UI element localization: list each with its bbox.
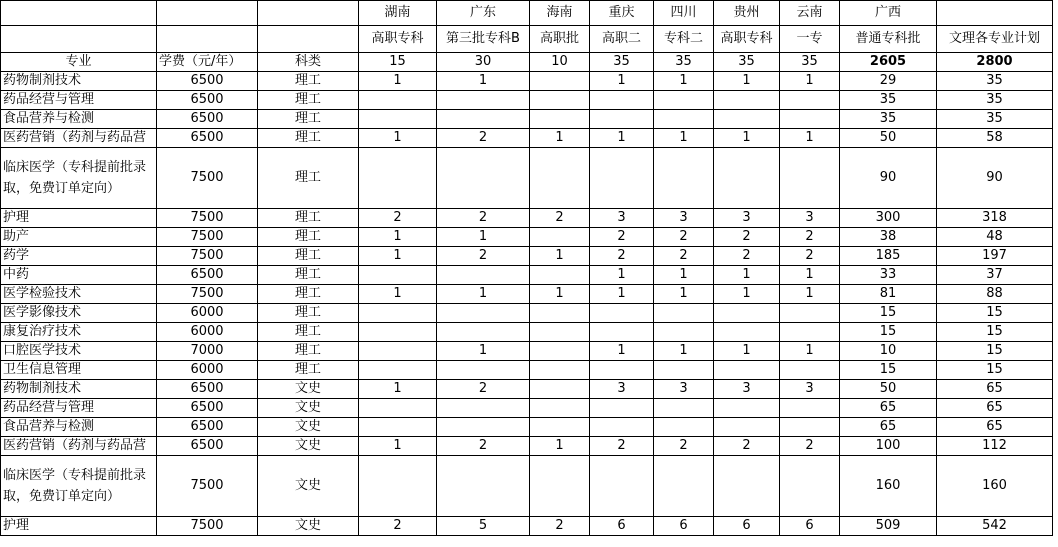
quota-cell [359,110,437,129]
quota-cell: 1 [780,129,840,148]
province-cell: 贵州 [714,1,780,26]
total-cell: 2800 [937,53,1053,72]
quota-cell [437,399,530,418]
quota-cell: 1 [714,129,780,148]
quota-cell [359,361,437,380]
batch-cell: 普通专科批 [840,26,937,53]
quota-cell: 2 [437,380,530,399]
fee-cell: 7500 [157,456,258,517]
quota-cell: 6 [780,517,840,536]
quota-cell: 1 [714,72,780,91]
quota-cell: 1 [590,72,654,91]
quota-cell [590,456,654,517]
quota-cell: 35 [937,72,1053,91]
quota-cell: 1 [714,266,780,285]
batch-cell: 高职专科 [359,26,437,53]
province-cell: 广西 [840,1,937,26]
quota-cell [437,91,530,110]
quota-cell [780,304,840,323]
category-cell: 理工 [258,323,359,342]
quota-cell [530,323,590,342]
category-cell: 理工 [258,342,359,361]
column-header-row [1,53,1053,72]
table-row [1,266,1053,285]
quota-cell: 1 [714,342,780,361]
table-row [1,456,1053,517]
quota-cell: 15 [937,304,1053,323]
batch-cell: 高职二 [590,26,654,53]
quota-cell [437,148,530,209]
quota-cell [530,361,590,380]
category-cell: 文史 [258,456,359,517]
category-cell: 理工 [258,110,359,129]
quota-cell: 1 [359,129,437,148]
major-cell: 食品营养与检测 [1,110,157,129]
table-row [1,129,1053,148]
batch-header-row [1,26,1053,53]
fee-cell: 6000 [157,323,258,342]
quota-cell: 1 [590,285,654,304]
quota-cell [359,323,437,342]
quota-cell: 65 [937,399,1053,418]
quota-cell [714,110,780,129]
quota-cell [654,110,714,129]
table-row [1,437,1053,456]
quota-cell: 37 [937,266,1053,285]
quota-cell: 65 [937,418,1053,437]
total-cell: 10 [530,53,590,72]
quota-cell: 3 [780,209,840,228]
quota-cell [654,361,714,380]
major-cell: 临床医学（专科提前批录取，免费订单定向） [1,148,157,209]
quota-cell: 2 [714,228,780,247]
fee-cell: 7500 [157,209,258,228]
quota-cell: 1 [654,342,714,361]
quota-cell [530,304,590,323]
quota-cell: 160 [840,456,937,517]
quota-cell [359,266,437,285]
quota-cell: 38 [840,228,937,247]
category-cell: 文史 [258,437,359,456]
major-cell: 护理 [1,517,157,536]
province-cell: 四川 [654,1,714,26]
quota-cell [530,72,590,91]
quota-cell [437,304,530,323]
province-header-row [1,1,1053,26]
quota-cell: 65 [937,380,1053,399]
quota-cell: 542 [937,517,1053,536]
fee-cell: 7500 [157,285,258,304]
fee-cell: 7000 [157,342,258,361]
quota-cell: 2 [530,209,590,228]
quota-cell [780,91,840,110]
major-cell: 医药营销（药剂与药品营 [1,437,157,456]
table-row [1,418,1053,437]
fee-cell: 6500 [157,399,258,418]
quota-cell [654,399,714,418]
quota-cell: 35 [840,110,937,129]
quota-cell: 6 [590,517,654,536]
major-cell: 药品经营与管理 [1,399,157,418]
category-cell: 理工 [258,209,359,228]
batch-cell: 专科二 [654,26,714,53]
quota-cell [437,418,530,437]
quota-cell: 1 [437,285,530,304]
quota-cell [530,418,590,437]
quota-cell [714,399,780,418]
category-cell: 文史 [258,380,359,399]
quota-cell [714,456,780,517]
quota-cell [530,91,590,110]
quota-cell: 6 [654,517,714,536]
table-row [1,323,1053,342]
quota-cell [530,456,590,517]
table-row [1,399,1053,418]
quota-cell: 1 [530,285,590,304]
table-row [1,110,1053,129]
quota-cell [780,148,840,209]
fee-cell: 6000 [157,361,258,380]
table-row [1,72,1053,91]
quota-cell [437,110,530,129]
quota-cell: 1 [654,285,714,304]
major-cell: 助产 [1,228,157,247]
category-cell: 文史 [258,418,359,437]
major-cell: 口腔医学技术 [1,342,157,361]
quota-cell [530,399,590,418]
quota-cell: 1 [780,72,840,91]
quota-cell: 1 [654,129,714,148]
quota-cell: 197 [937,247,1053,266]
province-cell [937,1,1053,26]
quota-cell: 2 [359,209,437,228]
total-cell: 15 [359,53,437,72]
fee-cell: 7500 [157,247,258,266]
category-cell: 理工 [258,361,359,380]
fee-cell: 6500 [157,266,258,285]
category-cell: 理工 [258,304,359,323]
quota-cell: 1 [359,285,437,304]
major-cell: 药品经营与管理 [1,91,157,110]
quota-cell: 1 [780,266,840,285]
quota-cell: 88 [937,285,1053,304]
quota-cell: 1 [780,342,840,361]
quota-cell [530,110,590,129]
table-row [1,517,1053,536]
quota-cell [654,91,714,110]
batch-cell: 文理各专业计划 [937,26,1053,53]
major-cell: 药物制剂技术 [1,72,157,91]
quota-cell: 2 [654,437,714,456]
quota-cell: 185 [840,247,937,266]
major-cell: 食品营养与检测 [1,418,157,437]
table-row [1,304,1053,323]
quota-cell: 1 [437,72,530,91]
batch-cell: 高职批 [530,26,590,53]
quota-cell: 1 [359,380,437,399]
quota-cell [359,304,437,323]
quota-cell: 1 [530,247,590,266]
province-cell: 广东 [437,1,530,26]
total-cell: 30 [437,53,530,72]
quota-cell: 3 [590,380,654,399]
quota-cell [590,91,654,110]
quota-cell: 15 [937,361,1053,380]
quota-cell [590,304,654,323]
category-cell: 理工 [258,285,359,304]
quota-cell: 50 [840,129,937,148]
quota-cell: 15 [840,323,937,342]
quota-cell [437,361,530,380]
category-cell: 理工 [258,129,359,148]
table-row [1,380,1053,399]
quota-cell: 300 [840,209,937,228]
quota-cell [714,91,780,110]
quota-cell [359,418,437,437]
quota-cell: 2 [654,247,714,266]
quota-cell [714,323,780,342]
quota-cell [654,323,714,342]
quota-cell [530,228,590,247]
fee-cell: 6500 [157,418,258,437]
quota-cell: 65 [840,399,937,418]
quota-cell: 1 [530,437,590,456]
quota-cell: 1 [437,342,530,361]
quota-cell: 15 [840,304,937,323]
empty-cell [258,1,359,26]
quota-cell [590,361,654,380]
quota-cell [714,361,780,380]
table-row [1,209,1053,228]
quota-cell: 3 [654,209,714,228]
category-cell: 文史 [258,517,359,536]
major-cell: 药物制剂技术 [1,380,157,399]
quota-cell: 3 [714,380,780,399]
quota-cell: 2 [714,247,780,266]
table-row [1,91,1053,110]
category-cell: 理工 [258,247,359,266]
total-cell: 35 [654,53,714,72]
quota-cell [780,110,840,129]
quota-cell: 3 [654,380,714,399]
table-row [1,228,1053,247]
quota-cell: 35 [937,91,1053,110]
major-cell: 药学 [1,247,157,266]
major-cell: 卫生信息管理 [1,361,157,380]
total-cell: 35 [714,53,780,72]
total-cell: 2605 [840,53,937,72]
category-cell: 理工 [258,72,359,91]
major-cell: 中药 [1,266,157,285]
quota-cell [714,148,780,209]
quota-cell: 50 [840,380,937,399]
quota-cell: 1 [359,228,437,247]
quota-cell: 1 [359,247,437,266]
quota-cell: 1 [437,228,530,247]
quota-cell: 2 [590,437,654,456]
quota-cell [590,110,654,129]
quota-cell: 1 [590,342,654,361]
major-cell: 护理 [1,209,157,228]
fee-header: 学费（元/年） [157,53,258,72]
quota-cell: 2 [654,228,714,247]
quota-cell: 33 [840,266,937,285]
empty-cell [157,1,258,26]
major-cell: 临床医学（专科提前批录取，免费订单定向） [1,456,157,517]
quota-cell: 6 [714,517,780,536]
province-cell: 云南 [780,1,840,26]
quota-cell: 2 [780,437,840,456]
quota-cell: 318 [937,209,1053,228]
quota-cell: 2 [780,247,840,266]
quota-cell [590,399,654,418]
quota-cell: 90 [937,148,1053,209]
major-cell: 医学影像技术 [1,304,157,323]
quota-cell [590,148,654,209]
fee-cell: 6500 [157,129,258,148]
category-header: 科类 [258,53,359,72]
quota-cell: 48 [937,228,1053,247]
quota-cell: 15 [937,323,1053,342]
quota-cell [359,342,437,361]
table-row [1,148,1053,209]
quota-cell [530,380,590,399]
quota-cell [780,399,840,418]
table-row [1,247,1053,266]
major-header: 专业 [1,53,157,72]
quota-cell: 2 [590,247,654,266]
table-row [1,361,1053,380]
quota-cell [714,304,780,323]
empty-cell [258,26,359,53]
empty-cell [1,1,157,26]
quota-cell [359,148,437,209]
quota-cell: 65 [840,418,937,437]
major-cell: 康复治疗技术 [1,323,157,342]
batch-cell: 高职专科 [714,26,780,53]
category-cell: 理工 [258,148,359,209]
quota-cell [590,418,654,437]
quota-cell: 100 [840,437,937,456]
category-cell: 理工 [258,228,359,247]
empty-cell [157,26,258,53]
quota-cell: 1 [590,266,654,285]
quota-cell [654,304,714,323]
quota-cell: 3 [590,209,654,228]
quota-cell [654,418,714,437]
major-cell: 医药营销（药剂与药品营 [1,129,157,148]
quota-cell: 1 [359,72,437,91]
quota-cell: 509 [840,517,937,536]
quota-cell: 2 [437,247,530,266]
quota-cell [437,266,530,285]
quota-cell: 112 [937,437,1053,456]
quota-cell [780,418,840,437]
quota-cell [437,456,530,517]
fee-cell: 6500 [157,380,258,399]
quota-cell: 2 [590,228,654,247]
quota-cell: 1 [590,129,654,148]
quota-cell: 2 [437,209,530,228]
quota-cell: 90 [840,148,937,209]
quota-cell: 29 [840,72,937,91]
quota-cell: 58 [937,129,1053,148]
fee-cell: 7500 [157,228,258,247]
table-row [1,342,1053,361]
quota-cell: 10 [840,342,937,361]
fee-cell: 6500 [157,437,258,456]
empty-cell [1,26,157,53]
quota-cell: 35 [937,110,1053,129]
quota-cell [654,148,714,209]
quota-cell [437,323,530,342]
fee-cell: 6500 [157,110,258,129]
category-cell: 理工 [258,91,359,110]
fee-cell: 6000 [157,304,258,323]
fee-cell: 7500 [157,517,258,536]
quota-cell: 1 [654,266,714,285]
fee-cell: 6500 [157,91,258,110]
quota-cell: 1 [714,285,780,304]
quota-cell [654,456,714,517]
province-cell: 湖南 [359,1,437,26]
quota-cell [714,418,780,437]
quota-cell: 2 [714,437,780,456]
fee-cell: 6500 [157,72,258,91]
quota-cell [359,399,437,418]
quota-cell [530,266,590,285]
quota-cell: 1 [780,285,840,304]
quota-cell [530,148,590,209]
quota-cell [359,91,437,110]
category-cell: 理工 [258,266,359,285]
province-cell: 海南 [530,1,590,26]
table-row [1,285,1053,304]
quota-cell [780,456,840,517]
quota-cell: 5 [437,517,530,536]
total-cell: 35 [780,53,840,72]
quota-cell [590,323,654,342]
quota-cell: 81 [840,285,937,304]
major-cell: 医学检验技术 [1,285,157,304]
quota-cell: 3 [780,380,840,399]
quota-cell: 1 [530,129,590,148]
quota-cell [359,456,437,517]
total-cell: 35 [590,53,654,72]
quota-cell: 3 [714,209,780,228]
category-cell: 文史 [258,399,359,418]
quota-cell: 2 [359,517,437,536]
quota-cell [530,342,590,361]
quota-cell: 35 [840,91,937,110]
fee-cell: 7500 [157,148,258,209]
quota-cell: 1 [359,437,437,456]
quota-cell: 1 [654,72,714,91]
batch-cell: 第三批专科B [437,26,530,53]
quota-cell: 2 [437,129,530,148]
batch-cell: 一专 [780,26,840,53]
quota-cell: 160 [937,456,1053,517]
quota-cell: 15 [937,342,1053,361]
quota-cell: 2 [530,517,590,536]
province-cell: 重庆 [590,1,654,26]
quota-cell [780,361,840,380]
quota-cell: 2 [780,228,840,247]
quota-cell: 2 [437,437,530,456]
quota-cell [780,323,840,342]
quota-cell: 15 [840,361,937,380]
